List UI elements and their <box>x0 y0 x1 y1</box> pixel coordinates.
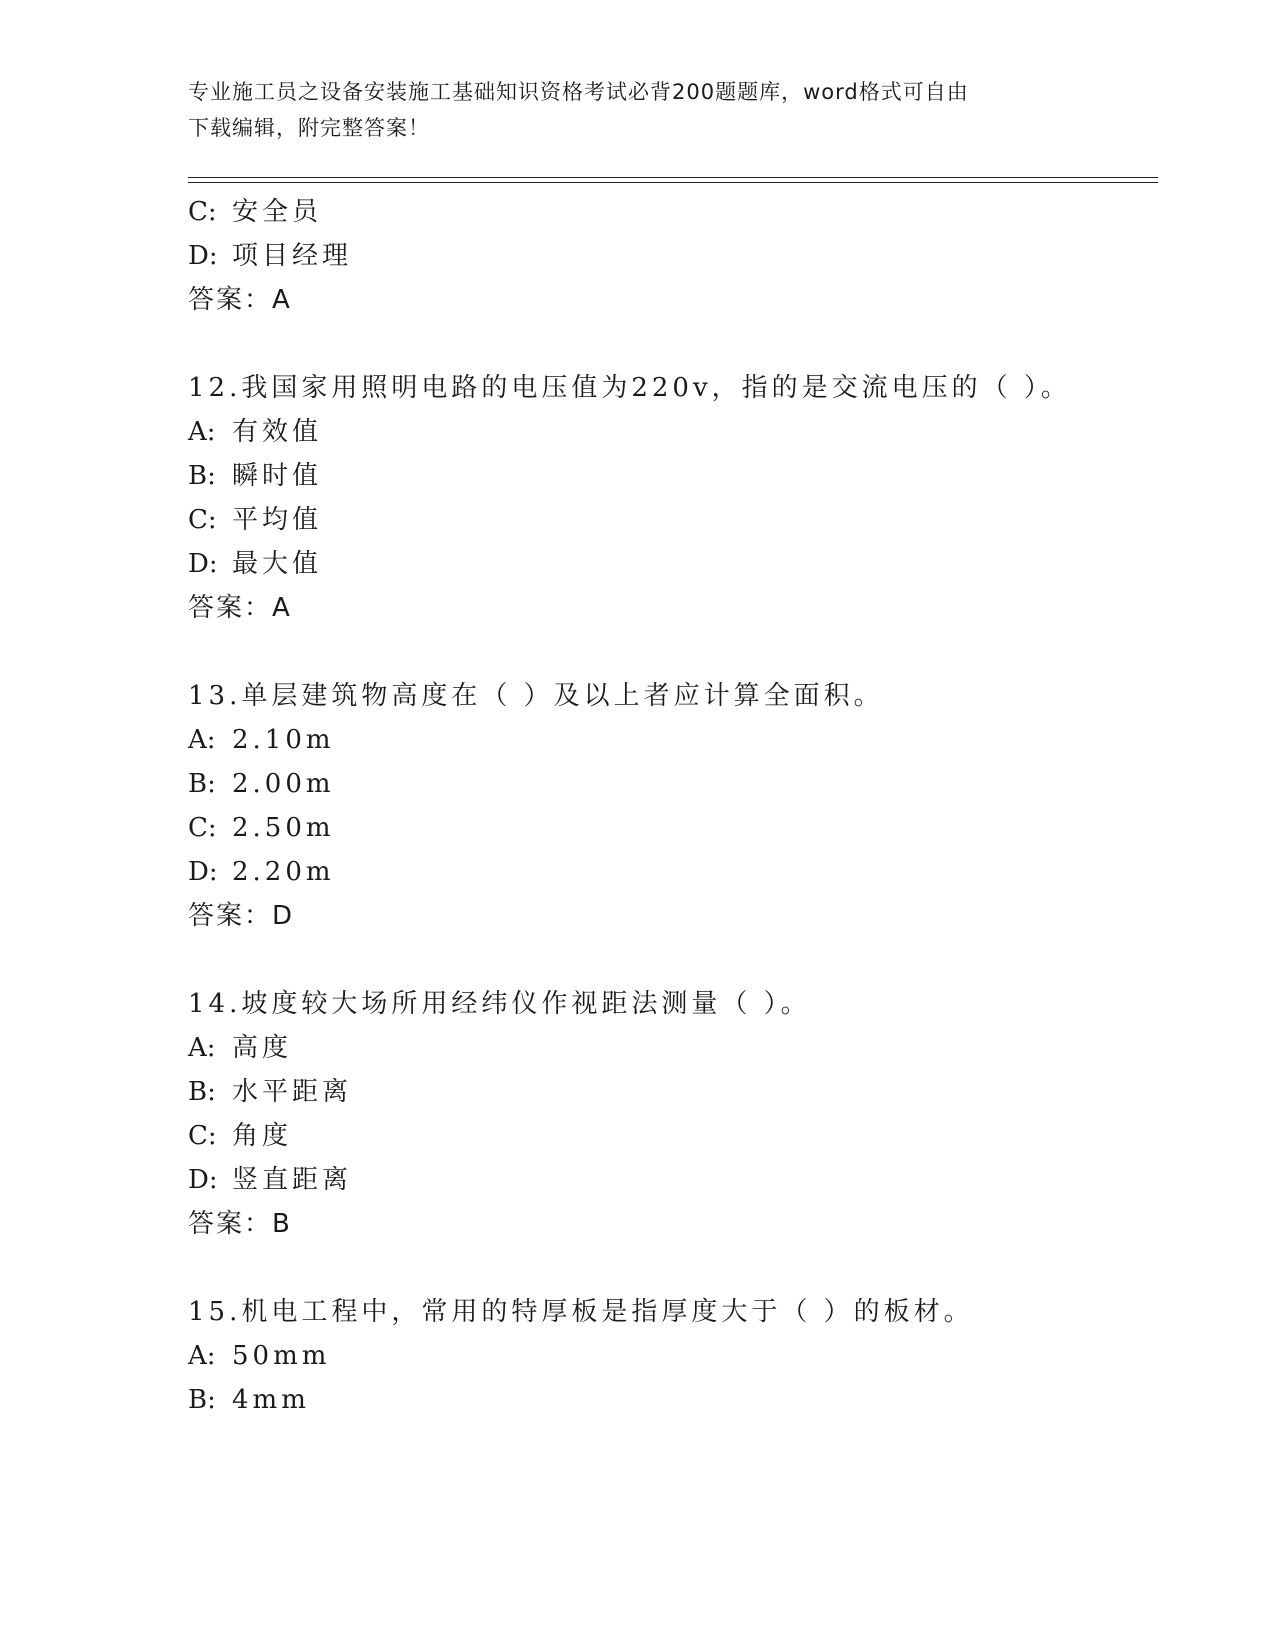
option-letter: D: <box>188 1165 218 1195</box>
option-row <box>188 192 322 232</box>
option-letter: B: <box>188 1385 216 1415</box>
option-row <box>188 852 335 892</box>
option-letter: D: <box>188 857 218 887</box>
option-text: 2.00m <box>232 769 335 799</box>
question-stem: 15.机电工程中，常用的特厚板是指厚度大于（ ）的板材。 <box>188 1297 974 1327</box>
option-text: 水平距离 <box>232 1077 353 1107</box>
option-row <box>188 764 335 804</box>
option-row <box>188 1336 330 1376</box>
option-text: 高度 <box>232 1033 293 1063</box>
answer-line: 答案：A <box>188 593 292 623</box>
option-text: 瞬时值 <box>232 461 323 491</box>
option-text: 2.10m <box>232 725 335 755</box>
header-divider-bottom <box>188 182 1158 183</box>
option-letter: A: <box>188 417 216 447</box>
option-letter: D: <box>188 549 218 579</box>
option-text: 安全员 <box>232 197 323 227</box>
option-text: 竖直距离 <box>232 1165 353 1195</box>
answer-line: 答案：D <box>188 901 295 931</box>
document-header <box>188 74 1088 146</box>
option-row <box>188 720 335 760</box>
option-text: 50mm <box>232 1341 331 1371</box>
option-letter: A: <box>188 725 216 755</box>
question-stem: 13.单层建筑物高度在（ ）及以上者应计算全面积。 <box>188 681 884 711</box>
option-row <box>188 456 322 496</box>
option-letter: C: <box>188 813 217 843</box>
option-text: 4mm <box>232 1385 310 1415</box>
option-row <box>188 1072 352 1112</box>
option-text: 最大值 <box>232 549 323 579</box>
option-text: 平均值 <box>232 505 323 535</box>
header-line-1: 专业施工员之设备安装施工基础知识资格考试必背200题题库，word格式可自由 <box>188 80 969 104</box>
option-letter: A: <box>188 1341 216 1371</box>
answer-line: 答案：A <box>188 285 292 315</box>
option-text: 2.50m <box>232 813 335 843</box>
option-text: 项目经理 <box>232 241 353 271</box>
option-letter: B: <box>188 769 216 799</box>
question-stem: 12.我国家用照明电路的电压值为220v，指的是交流电压的（ ）。 <box>188 373 1071 403</box>
option-row <box>188 1160 352 1200</box>
option-text: 2.20m <box>232 857 335 887</box>
option-row <box>188 500 322 540</box>
option-row <box>188 412 322 452</box>
option-text: 角度 <box>232 1121 293 1151</box>
option-letter: B: <box>188 1077 216 1107</box>
header-line-2: 下载编辑，附完整答案！ <box>188 116 430 140</box>
option-text: 有效值 <box>232 417 323 447</box>
option-row <box>188 1380 310 1420</box>
question-stem: 14.坡度较大场所用经纬仪作视距法测量（ ）。 <box>188 989 811 1019</box>
answer-line: 答案：B <box>188 1209 292 1239</box>
option-letter: D: <box>188 241 218 271</box>
option-row <box>188 1116 292 1156</box>
option-letter: C: <box>188 505 217 535</box>
option-letter: B: <box>188 461 216 491</box>
option-letter: C: <box>188 1121 217 1151</box>
option-row <box>188 1028 292 1068</box>
option-row <box>188 808 335 848</box>
option-letter: C: <box>188 197 217 227</box>
option-row <box>188 544 322 584</box>
option-letter: A: <box>188 1033 216 1063</box>
option-row <box>188 236 352 276</box>
header-divider-top <box>188 177 1158 178</box>
